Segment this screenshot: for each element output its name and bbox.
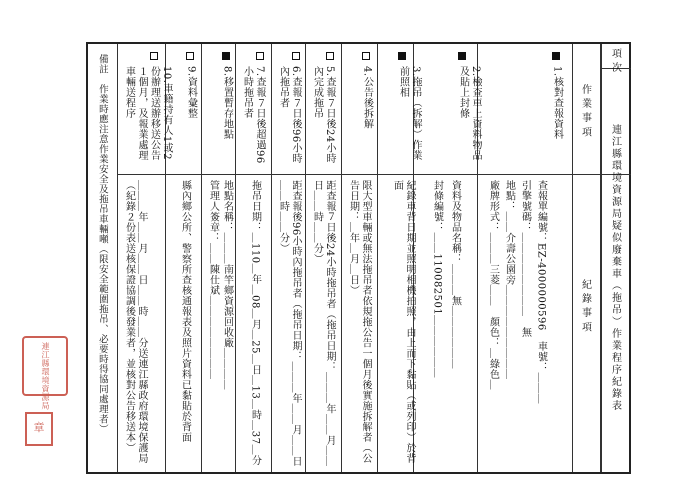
row-6-line-1: 距查報後96小時內拖吊者（拖吊日期：＿＿＿年＿＿月＿＿日＿＿時＿＿分）	[277, 180, 301, 467]
row-7-line-1: 拖吊日期：＿110＿年＿08＿月＿25＿日＿13＿時＿37＿分	[249, 180, 261, 466]
seal-char: 章	[33, 421, 45, 434]
row-2-line-1: 資料及物品名稱：＿＿＿無＿＿＿＿＿＿	[449, 180, 461, 369]
header-record: 紀 錄 事 項	[579, 279, 591, 333]
checkbox-row-8[interactable]	[222, 52, 230, 60]
row-8-item: 8.移置暫存地點	[221, 66, 233, 140]
row-1-line-2: 引擎號碼：＿＿＿＿＿＿＿＿ 無	[519, 180, 531, 338]
row-1-item: 1.核對查報資料	[551, 66, 563, 140]
checkbox-row-9[interactable]	[186, 52, 194, 60]
checkbox-row-7[interactable]	[256, 52, 264, 60]
row-7	[236, 44, 272, 474]
checkbox-row-10[interactable]	[150, 52, 158, 60]
row-3-item: 3.拖吊（拆解）作業前照相	[397, 66, 421, 161]
checkbox-row-5[interactable]	[326, 52, 334, 60]
row-9-line-1: 縣內鄉公所、警察所查核通報表及照片資料已黏貼於背面	[179, 180, 191, 443]
checkbox-row-1[interactable]	[552, 52, 560, 60]
header-items: 作 業 事 項	[579, 84, 591, 138]
row-6	[272, 44, 306, 474]
row-2-line-2: 封條編號：＿＿110082501＿＿＿＿＿＿	[431, 180, 443, 379]
row-7-item: 7.查報７日後超過96小時拖吊者	[241, 66, 265, 164]
row-8-line-2: 管理人簽章：＿＿陳仕斌＿＿＿＿＿＿＿＿	[207, 180, 219, 380]
row-1-line-4: 廠牌形式：＿＿＿三菱＿＿ 顏色：＿綠色＿	[487, 180, 499, 390]
row-5-item: 5.查報７日後24小時內完成拖吊	[311, 66, 335, 164]
record-form-table	[86, 42, 631, 474]
row-1-line-3: 地點：＿＿介壽公園旁＿＿＿＿＿＿＿＿＿	[503, 180, 515, 380]
row-10-item: 10.車籍持有人1或2份辦理送辦移送公告１個月，及報業處理車輛送程序	[123, 66, 172, 161]
form-title: 連江縣環境資源局疑似廢棄車（拖吊）作業程序紀錄表	[609, 124, 621, 412]
seal-text: 連江縣環境資源局	[41, 342, 50, 410]
row-3-line-1: 紀錄車背日期並照明相機拍照，由上而下黏貼（或列印）於背面	[391, 180, 415, 464]
footer-note: 備註 作業時應注意作業安全及拖吊車輛噸（限安全範圍拖吊、必要時得協同處理者）	[96, 54, 108, 434]
row-8	[202, 44, 236, 474]
row-5-line-1: 距查報７日後24小時拖吊者（拖吊日期：＿＿＿年＿＿月＿＿日＿＿時＿＿分）	[311, 180, 335, 467]
official-seal-stamp	[22, 336, 68, 410]
row-4-item: 4.公告後拆解	[361, 66, 373, 130]
row-4-line-1: 限大型車輛或無法拖吊者依規拖公告一個月後實施拆解者（公告日期：＿年＿月＿日）	[347, 180, 371, 464]
row-8-line-1: 地點名稱：＿＿＿南竿鄉資源回收廠＿＿＿＿	[221, 180, 233, 390]
row-1-line-1: 查報單編號：EZ-4000000596 車號：＿＿＿	[535, 180, 547, 405]
row-2	[414, 44, 481, 474]
checkbox-row-2[interactable]	[458, 52, 466, 60]
row-2-item: 2.檢查車上資料物品及貼上封條	[457, 66, 481, 161]
row-10-line-1: ＿＿＿年＿＿月＿＿日＿＿時＿＿分送連江縣政府環境保護局（紀錄２份表送核保證協調後發業者，並核對公告移送本）	[123, 180, 147, 464]
checkbox-row-6[interactable]	[292, 52, 300, 60]
checkbox-row-3[interactable]	[398, 52, 406, 60]
row-1	[478, 44, 573, 474]
row-3	[378, 44, 421, 474]
checkbox-row-4[interactable]	[362, 52, 370, 60]
row-6-item: 6.查報７日後96小時內拖吊者	[277, 66, 301, 164]
personal-seal-stamp	[25, 412, 53, 446]
row-4	[342, 44, 378, 474]
row-9-item: 9.資料彙整	[185, 66, 197, 119]
row-10	[118, 44, 172, 474]
header-no: 項 次	[609, 48, 621, 73]
row-5	[306, 44, 342, 474]
